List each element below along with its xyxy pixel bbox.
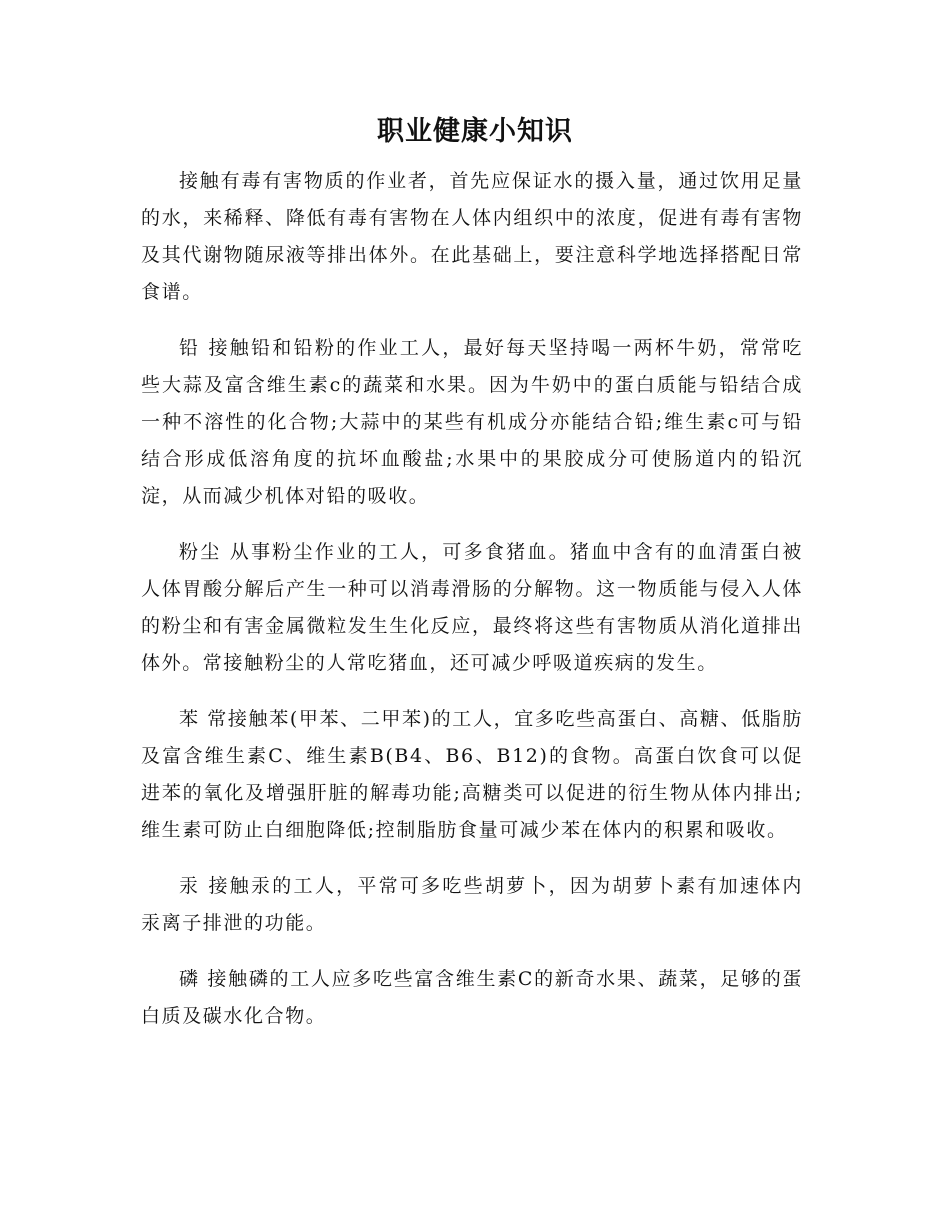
paragraph-lead: 铅 接触铅和铅粉的作业工人，最好每天坚持喝一两杯牛奶，常常吃些大蒜及富含维生素c的蔬菜和水果。因为牛奶中的蛋白质能与铅结合成一种不溶性的化合物;大蒜中的某些有机成分亦能结合铅;维生素c可与铅结合形成低溶角度的抗坏血酸盐;水果中的果胶成分可使肠道内的铅沉淀，从而减少机体对铅的吸收。 [141, 337, 803, 507]
paragraph-benzene: 苯 常接触苯(甲苯、二甲苯)的工人，宜多吃些高蛋白、高糖、低脂肪及富含维生素C、维生素B(B4、B6、B12)的食物。高蛋白饮食可以促进苯的氧化及增强肝脏的解毒功能;高糖类可以促进的衍生物从体内排出;维生素可防止白细胞降低;控制脂肪食量可减少苯在体内的积累和吸收。 [141, 708, 803, 841]
paragraph-phosphorus: 磷 接触磷的工人应多吃些富含维生素C的新奇水果、蔬菜，足够的蛋白质及碳水化合物。 [141, 968, 803, 1027]
page-title: 职业健康小知识 [377, 116, 573, 147]
paragraph-intro: 接触有毒有害物质的作业者，首先应保证水的摄入量，通过饮用足量的水，来稀释、降低有毒有害物在人体内组织中的浓度，促进有毒有害物及其代谢物随尿液等排出体外。在此基础上，要注意科学地选择搭配日常食谱。 [141, 170, 803, 303]
paragraph-dust: 粉尘 从事粉尘作业的工人，可多食猪血。猪血中含有的血清蛋白被人体胃酸分解后产生一种可以消毒滑肠的分解物。这一物质能与侵入人体的粉尘和有害金属微粒发生生化反应，最终将这些有害物质从消化道排出体外。常接触粉尘的人常吃猪血，还可减少呼吸道疾病的发生。 [141, 541, 803, 674]
document-body [141, 163, 803, 1054]
paragraph-mercury: 汞 接触汞的工人，平常可多吃些胡萝卜，因为胡萝卜素有加速体内汞离子排泄的功能。 [141, 875, 803, 934]
